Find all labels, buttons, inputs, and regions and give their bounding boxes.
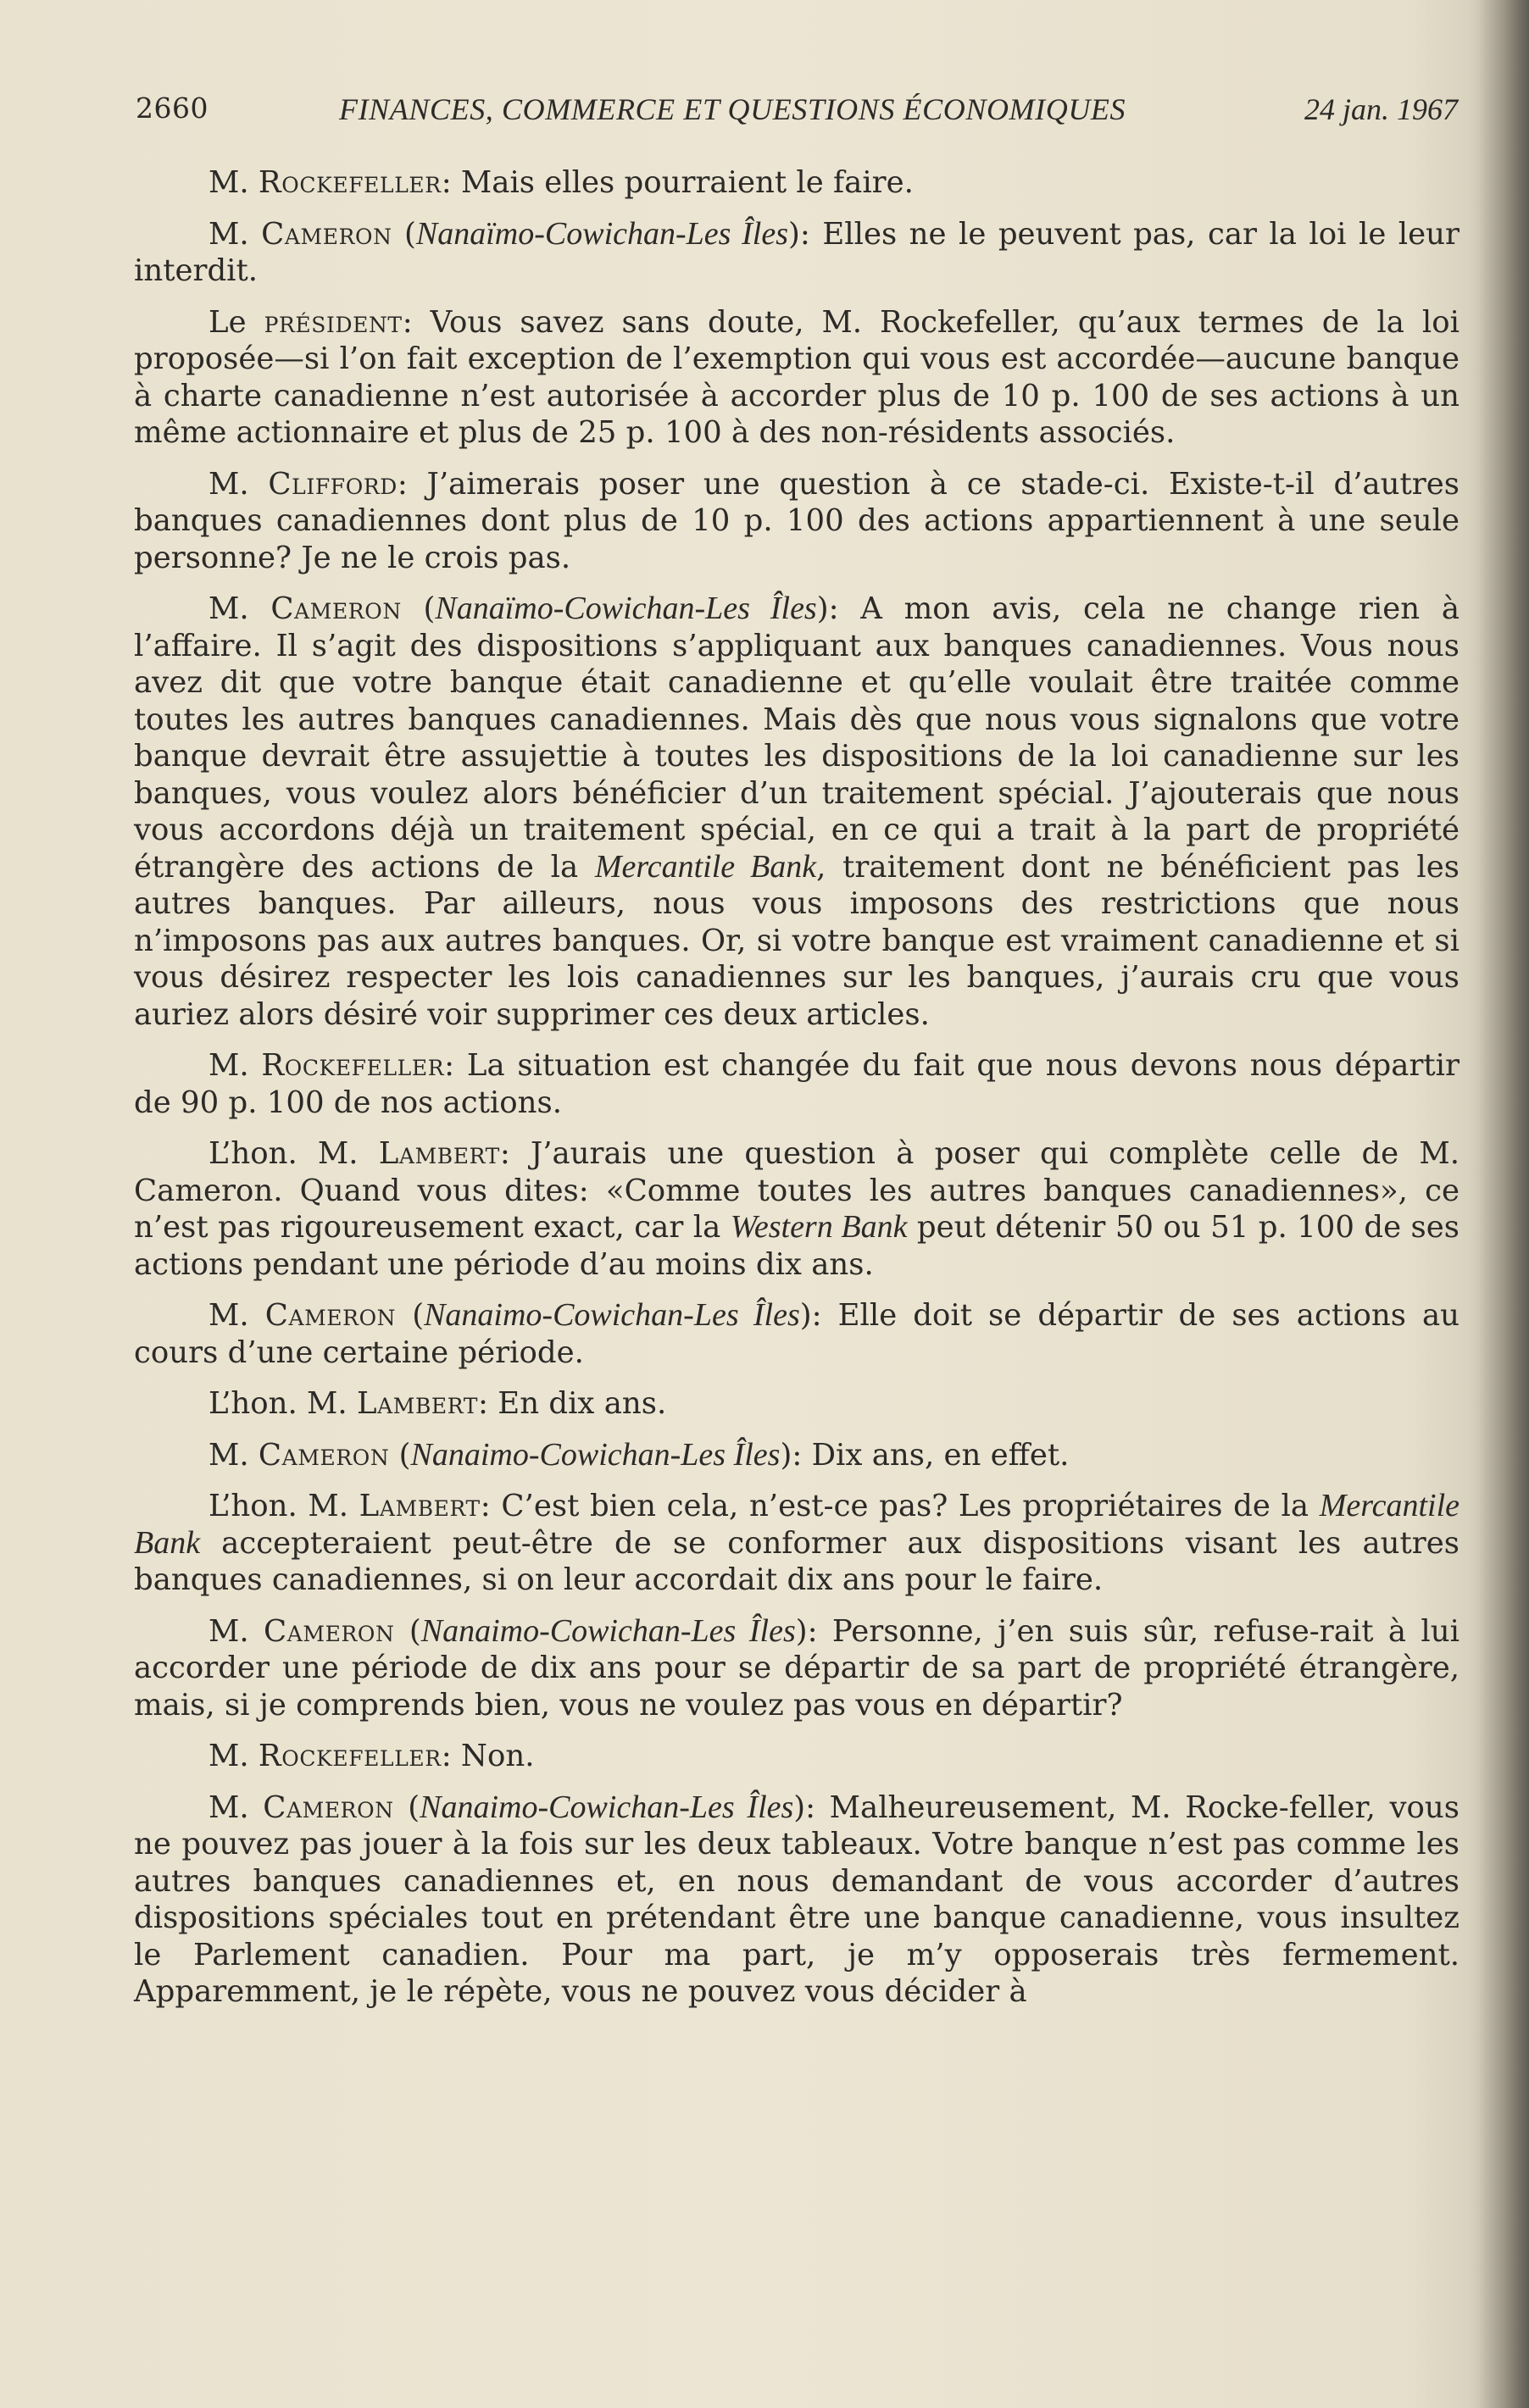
speech-text: : Elle doit se départir de ses actions au cours d’une certaine période. (134, 1298, 1460, 1370)
transcript-paragraph: M. Cameron (Nanaimo-Cowichan-Les Îles): Malheureusement, M. Rocke-feller, vous ne pouvez pas jouer à la fois sur les deux tableaux. Votre banque n’est pas comme les autres banques canadiennes et, en nous demandant de vous accorder d’autres dispositions spéciales tout en prétendant être une banque canadienne, vous insultez le Parlement canadien. Pour ma part, je m’y opposerais très fermement. Apparemment, je le répète, vous ne pouvez vous décider à (134, 1789, 1460, 2009)
speaker-name: Rockefeller (261, 1048, 445, 1083)
speech-text: : A mon avis, cela ne change rien à l’affaire. Il s’agit des dispositions s’appliquant aux banques canadiennes. Vous nous avez dit que votre banque était canadienne et qu’elle voulait être traitée comme toutes les autres banques canadiennes. Mais dès que nous vous signalons que votre banque devrait être assujettie à toutes les dispositions de la loi canadienne sur les banques, vous voulez alors bénéficier d’un traitement spécial. J’ajouterais que nous vous accordons déjà un traitement spécial, en ce qui a trait à la part de propriété étrangère des actions de la (134, 591, 1460, 885)
speaker-prefix: M. (208, 1739, 259, 1773)
speaker-prefix: M. (208, 216, 262, 252)
speaker-prefix: M. (208, 466, 269, 502)
speaker-prefix: L’hon. M. (208, 1386, 357, 1421)
speaker-prefix: M. (208, 1613, 264, 1649)
transcript-paragraph: M. Cameron (Nanaimo-Cowichan-Les Îles): Elle doit se départir de ses actions au cours d’une certaine période. (134, 1297, 1460, 1370)
speaker-name: Cameron (270, 591, 402, 626)
running-title: FINANCES, COMMERCE ET QUESTIONS ÉCONOMIQUES (339, 92, 1126, 126)
speech-text: : J’aimerais poser une question à ce stade-ci. Existe-t-il d’autres banques canadiennes dont plus de 10 p. 100 des actions appartiennent à une seule personne? Je ne le crois pas. (134, 466, 1460, 575)
binding-shadow (1478, 0, 1529, 2408)
transcript-paragraph (134, 466, 1460, 577)
speaker-name: Cameron (261, 216, 392, 252)
transcript-paragraph (134, 1385, 1460, 1423)
italic-name: Western Bank (730, 1209, 908, 1245)
italic-name: Mercantile Bank (134, 1488, 1460, 1561)
transcript-paragraph (134, 1488, 1460, 1599)
speaker-prefix: L’hon. M. (208, 1489, 359, 1523)
speech-text-continued: , traitement dont ne bénéficient pas les autres banques. Par ailleurs, nous vous imposons des restrictions que nous n’imposons pas aux autres banques. Or, si votre banque est vraiment canadienne et si vous désirez respecter les lois canadiennes sur les banques, j’aurais cru que vous auriez alors désiré voir supprimer ces deux articles. (134, 849, 1460, 1032)
speaker-prefix: M. (208, 1789, 264, 1825)
speech-text-continued: peut détenir 50 ou 51 p. 100 de ses actions pendant une période d’au moins dix ans. (134, 1210, 1460, 1282)
transcript-paragraph (134, 164, 1460, 202)
speaker-riding: Nanaimo-Cowichan-Les Îles (410, 1436, 781, 1473)
speech-text: : La situation est changée du fait que nous devons nous départir de 90 p. 100 de nos actions. (134, 1048, 1460, 1120)
transcript-paragraph (134, 1738, 1460, 1775)
speaker-prefix: M. (208, 1048, 262, 1083)
speaker-prefix: M. (208, 1437, 259, 1473)
speaker-name: Cameron (264, 1298, 397, 1333)
speaker-name: Lambert (378, 1136, 500, 1171)
speech-text: : Non. (441, 1739, 535, 1773)
page-number: 2660 (136, 92, 208, 125)
italic-name: Mercantile Bank (594, 848, 817, 885)
speaker-name: Rockefeller (258, 165, 442, 200)
transcript-paragraph: M. Cameron (Nanaimo-Cowichan-Les Îles): Personne, j’en suis sûr, refuse-rait à lui accorder une période de dix ans pour se départir de sa part de propriété étrangère, mais, si je comprends bien, vous ne voulez pas vous en départir? (134, 1612, 1460, 1723)
speaker-prefix: M. (208, 165, 259, 200)
transcript-paragraph (134, 304, 1460, 452)
transcript-paragraph: M. Cameron (Nanaïmo-Cowichan-Les Îles): Elles ne le peuvent pas, car la loi le leur interdit. (134, 215, 1460, 288)
speech-text: : En dix ans. (478, 1386, 667, 1421)
transcript-paragraph (134, 1047, 1460, 1121)
speaker-riding: Nanaïmo-Cowichan-Les Îles (435, 591, 817, 626)
speaker-name: Cameron (258, 1437, 390, 1473)
speaker-name: Cameron (264, 1613, 395, 1649)
speaker-name: Clifford (268, 466, 398, 502)
speaker-name: Lambert (359, 1489, 481, 1523)
speaker-prefix: L’hon. M. (208, 1136, 379, 1171)
running-header (136, 92, 1458, 142)
speech-text: : Mais elles pourraient le faire. (441, 165, 914, 200)
speaker-riding: Nanaimo-Cowichan-Les Îles (420, 1789, 794, 1825)
speech-text: : J’aurais une question à poser qui complète celle de M. Cameron. Quand vous dites: «Comme toutes les autres banques canadiennes», ce n’est pas rigoureusement exact, car la (134, 1136, 1460, 1245)
speech-text: : Elles ne le peuvent pas, car la loi le leur interdit. (134, 216, 1460, 288)
speech-text: : Personne, j’en suis sûr, refuse-rait à lui accorder une période de dix ans pour se départir de sa part de propriété étrangère, mais, si je comprends bien, vous ne voulez pas vous en départir? (134, 1613, 1460, 1723)
speech-text: : Malheureusement, M. Rocke-feller, vous ne pouvez pas jouer à la fois sur les deux tableaux. Votre banque n’est pas comme les autres banques canadiennes et, en nous demandant de vous accorder d’autres dispositions spéciales tout en prétendant être une banque canadienne, vous insultez le Parlement canadien. Pour ma part, je m’y opposerais très fermement. Apparemment, je le répète, vous ne pouvez vous décider à (134, 1789, 1460, 2009)
speech-text-continued: accepteraient peut-être de se conformer aux dispositions visant les autres banques canadiennes, si on leur accordait dix ans pour le faire. (134, 1525, 1460, 1597)
speaker-prefix: Le (208, 304, 264, 340)
speaker-prefix: M. (208, 1298, 265, 1333)
speaker-riding: Nanaïmo-Cowichan-Les Îles (415, 215, 789, 252)
speaker-name: Rockefeller (258, 1739, 442, 1773)
speaker-name: président (264, 304, 403, 340)
speaker-riding: Nanaimo-Cowichan-Les Îles (420, 1612, 796, 1649)
header-date: 24 jan. 1967 (1304, 92, 1458, 126)
transcript-paragraph (134, 1135, 1460, 1283)
transcript-paragraph: M. Cameron (Nanaïmo-Cowichan-Les Îles): A mon avis, cela ne change rien à l’affaire. Il s’agit des dispositions s’appliquant aux banques canadiennes. Vous nous avez dit que votre banque était canadienne et qu’elle voulait être traitée comme toutes les autres banques canadiennes. Mais dès que nous vous signalons que votre banque devrait être assujettie à toutes les dispositions de la loi canadienne sur les banques, vous voulez alors bénéficier d’un traitement spécial. J’ajouterais que nous vous accordons déjà un traitement spécial, en ce qui a trait à la part de propriété étrangère des actions de la Mercantile Bank, traitement dont ne bénéficient pas les autres banques. Par ailleurs, nous vous imposons des restrictions que nous n’imposons pas aux autres banques. Or, si votre banque est vraiment canadienne et si vous désirez respecter les lois canadiennes sur les banques, j’aurais cru que vous auriez alors désiré voir supprimer ces deux articles. (134, 591, 1460, 1032)
speaker-name: Cameron (263, 1789, 394, 1825)
speech-text: : Vous savez sans doute, M. Rockefeller, qu’aux termes de la loi proposée—si l’on fait exception de l’exemption qui vous est accordée—aucune banque à charte canadienne n’est autorisée à accorder plus de 10 p. 100 de ses actions à un même actionnaire et plus de 25 p. 100 à des non-résidents associés. (134, 304, 1460, 450)
speech-text: : C’est bien cela, n’est-ce pas? Les propriétaires de la (480, 1489, 1320, 1523)
transcript-body (134, 164, 1460, 2025)
speaker-name: Lambert (356, 1386, 479, 1421)
speech-text: : Dix ans, en effet. (792, 1437, 1070, 1473)
speaker-prefix: M. (208, 591, 271, 626)
speaker-riding: Nanaimo-Cowichan-Les Îles (424, 1297, 800, 1333)
transcript-paragraph: M. Cameron (Nanaimo-Cowichan-Les Îles): Dix ans, en effet. (208, 1436, 1070, 1473)
